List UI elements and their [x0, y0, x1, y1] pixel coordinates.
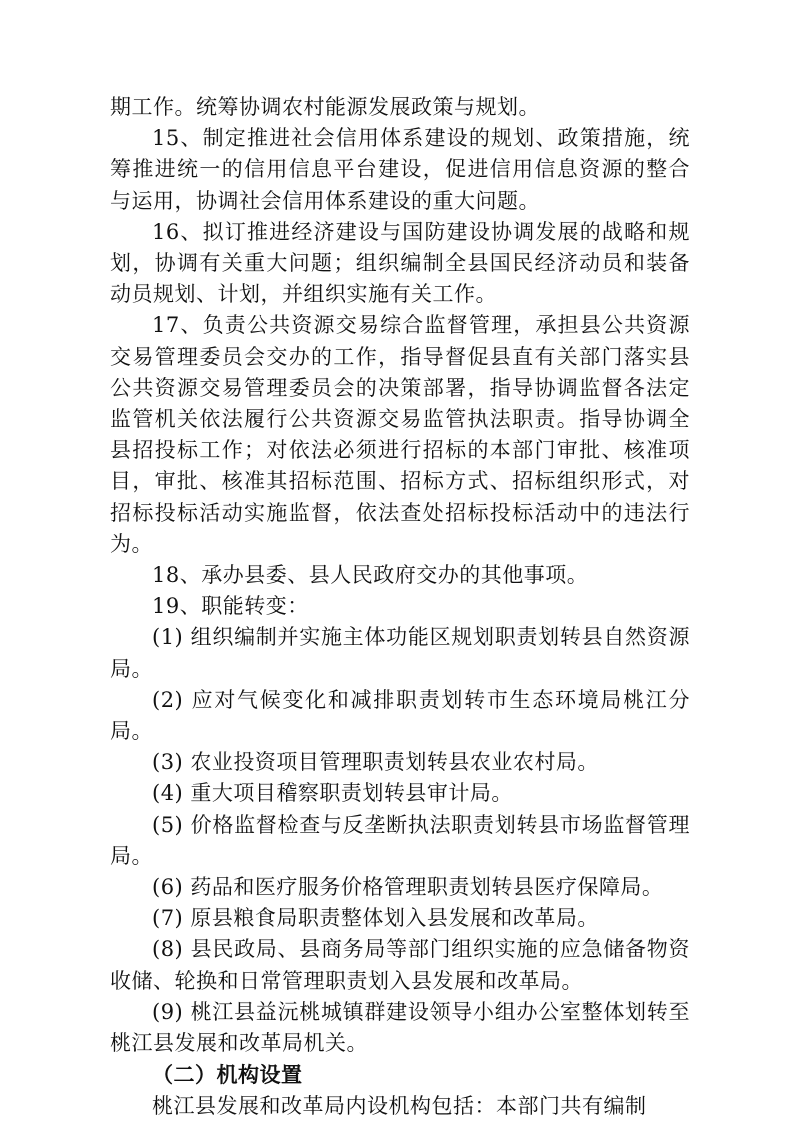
paragraph-subitem-3: (3) 农业投资项目管理职责划转县农业农村局。: [152, 750, 599, 775]
paragraph-item-15: 15、制定推进社会信用体系建设的规划、政策措施，统筹推进统一的信用信息平台建设，促进信用信息资源的整合与运用，协调社会信用体系建设的重大问题。: [110, 126, 690, 213]
paragraph-subitem-5: (5) 价格监督检查与反垄断执法职责划转县市场监督管理局。: [110, 812, 690, 868]
paragraph-item-19: 19、职能转变：: [152, 594, 309, 619]
paragraph-item-16: 16、拟订推进经济建设与国防建设协调发展的战略和规划，协调有关重大问题；组织编制全县国民经济动员和装备动员规划、计划，并组织实施有关工作。: [110, 219, 690, 307]
document-page: [110, 92, 690, 1122]
section-heading: （二）机构设置: [152, 1062, 303, 1088]
paragraph-subitem-7: (7) 原县粮食局职责整体划入县发展和改革局。: [152, 906, 599, 931]
paragraph-org-structure: 桃江县发展和改革局内设机构包括：本部门共有编制: [152, 1093, 647, 1118]
paragraph-subitem-6: (6) 药品和医疗服务价格管理职责划转县医疗保障局。: [152, 875, 664, 900]
paragraph-subitem-2: (2) 应对气候变化和减排职责划转市生态环境局桃江分局。: [110, 687, 690, 744]
paragraph-subitem-9: (9) 桃江县益沅桃城镇群建设领导小组办公室整体划转至桃江县发展和改革局机关。: [110, 999, 690, 1056]
paragraph-subitem-1: (1) 组织编制并实施主体功能区规划职责划转县自然资源局。: [110, 625, 690, 681]
paragraph-subitem-4: (4) 重大项目稽察职责划转县审计局。: [152, 781, 513, 806]
paragraph-continuation: 期工作。统筹协调农村能源发展政策与规划。: [110, 95, 540, 119]
paragraph-item-18: 18、承办县委、县人民政府交办的其他事项。: [152, 563, 589, 588]
paragraph-subitem-8: (8) 县民政局、县商务局等部门组织实施的应急储备物资收储、轮换和日常管理职责划入县发展和改革局。: [110, 937, 690, 993]
paragraph-item-17: 17、负责公共资源交易综合监督管理，承担县公共资源交易管理委员会交办的工作，指导督促县直有关部门落实县公共资源交易管理委员会的决策部署，指导协调监督各法定监管机关依法履行公共资源交易监管执法职责。指导协调全县招投标工作；对依法必须进行招标的本部门审批、核准项目，审批、核准其招标范围、招标方式、招标组织形式，对招标投标活动实施监督，依法查处招标投标活动中的违法行为。: [110, 313, 690, 556]
